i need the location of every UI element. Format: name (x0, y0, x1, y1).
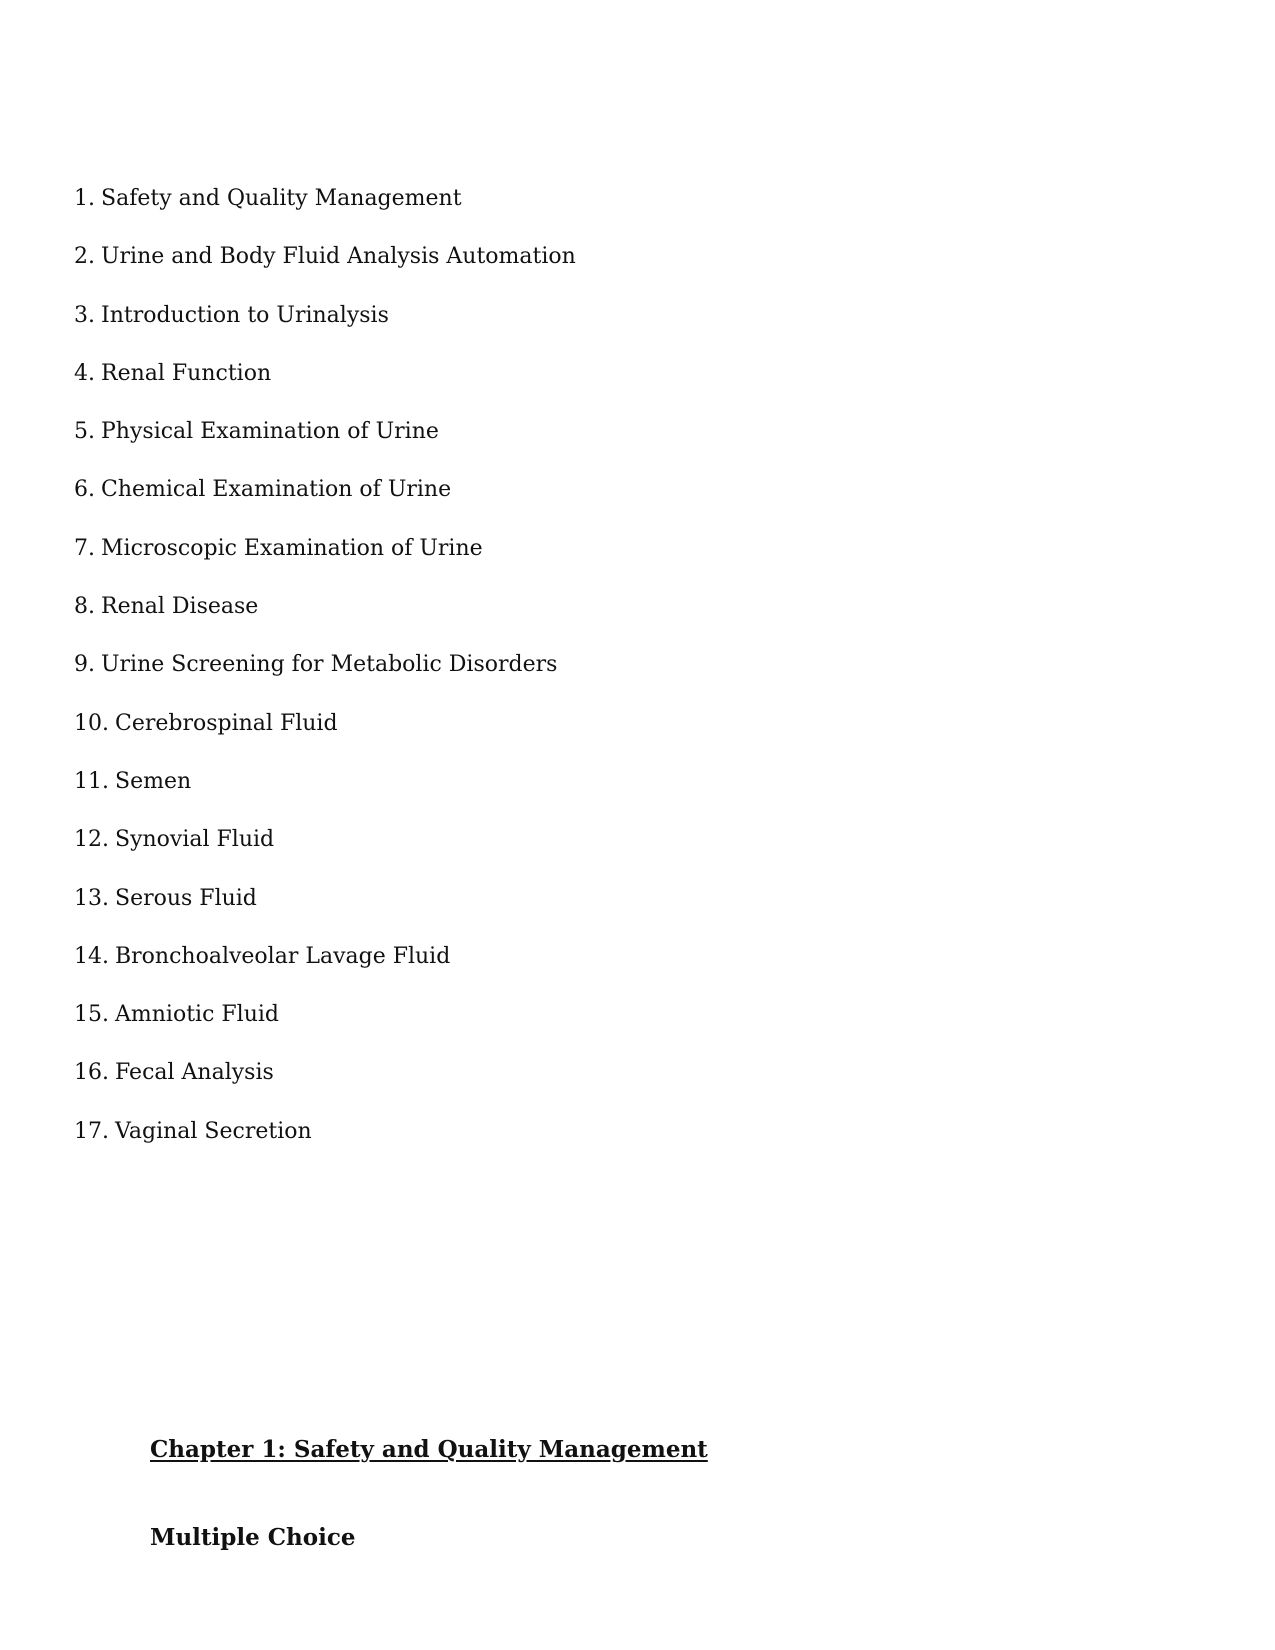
toc-item-number: 3. (74, 302, 95, 328)
toc-item (74, 711, 576, 769)
toc-item-title: Safety and Quality Management (101, 186, 462, 211)
toc-item-title: Urine and Body Fluid Analysis Automation (101, 244, 576, 270)
toc-item (74, 886, 576, 944)
toc-item-title: Semen (115, 768, 192, 794)
toc-item-title: Synovial Fluid (115, 827, 275, 853)
toc-item-number: 11. (74, 768, 109, 794)
toc-item-number: 1. (74, 186, 95, 211)
toc-item-title: Physical Examination of Urine (101, 419, 439, 445)
toc-item (74, 594, 576, 652)
toc-item-title: Fecal Analysis (115, 1060, 274, 1086)
toc-item (74, 827, 576, 885)
toc-item-number: 15. (74, 1002, 109, 1028)
toc-item (74, 1060, 576, 1118)
toc-item (74, 303, 576, 361)
table-of-contents (74, 186, 576, 1177)
toc-item-number: 14. (74, 943, 109, 969)
toc-item-title: Renal Function (101, 360, 272, 386)
toc-item (74, 419, 576, 477)
toc-item-number: 10. (74, 710, 109, 736)
toc-item (74, 536, 576, 594)
chapter-heading: Chapter 1: Safety and Quality Management (150, 1436, 708, 1463)
toc-item-number: 16. (74, 1060, 109, 1086)
toc-item-number: 4. (74, 360, 95, 386)
toc-item-number: 17. (74, 1118, 109, 1144)
toc-item-title: Chemical Examination of Urine (101, 477, 452, 503)
toc-item-title: Introduction to Urinalysis (101, 302, 389, 328)
toc-item (74, 1119, 576, 1177)
toc-item-title: Bronchoalveolar Lavage Fluid (115, 943, 451, 969)
section-heading: Multiple Choice (150, 1524, 356, 1551)
toc-item-title: Urine Screening for Metabolic Disorders (101, 652, 558, 678)
toc-item-title: Microscopic Examination of Urine (101, 535, 483, 561)
toc-item (74, 652, 576, 710)
toc-item (74, 361, 576, 419)
toc-item-number: 8. (74, 594, 95, 620)
toc-item (74, 244, 576, 302)
toc-item (74, 477, 576, 535)
toc-item-title: Cerebrospinal Fluid (115, 710, 338, 736)
toc-item-number: 12. (74, 827, 109, 853)
toc-item-number: 2. (74, 244, 95, 270)
toc-item-number: 6. (74, 477, 95, 503)
toc-item (74, 1002, 576, 1060)
toc-item-number: 13. (74, 885, 109, 911)
toc-item-title: Renal Disease (101, 594, 259, 620)
toc-item-title: Amniotic Fluid (115, 1002, 279, 1028)
toc-item-title: Serous Fluid (115, 885, 257, 911)
toc-item (74, 186, 576, 244)
toc-item-number: 7. (74, 535, 95, 561)
toc-item-number: 5. (74, 419, 95, 445)
toc-item-number: 9. (74, 652, 95, 678)
toc-item-title: Vaginal Secretion (115, 1118, 312, 1144)
toc-item (74, 769, 576, 827)
toc-item (74, 944, 576, 1002)
